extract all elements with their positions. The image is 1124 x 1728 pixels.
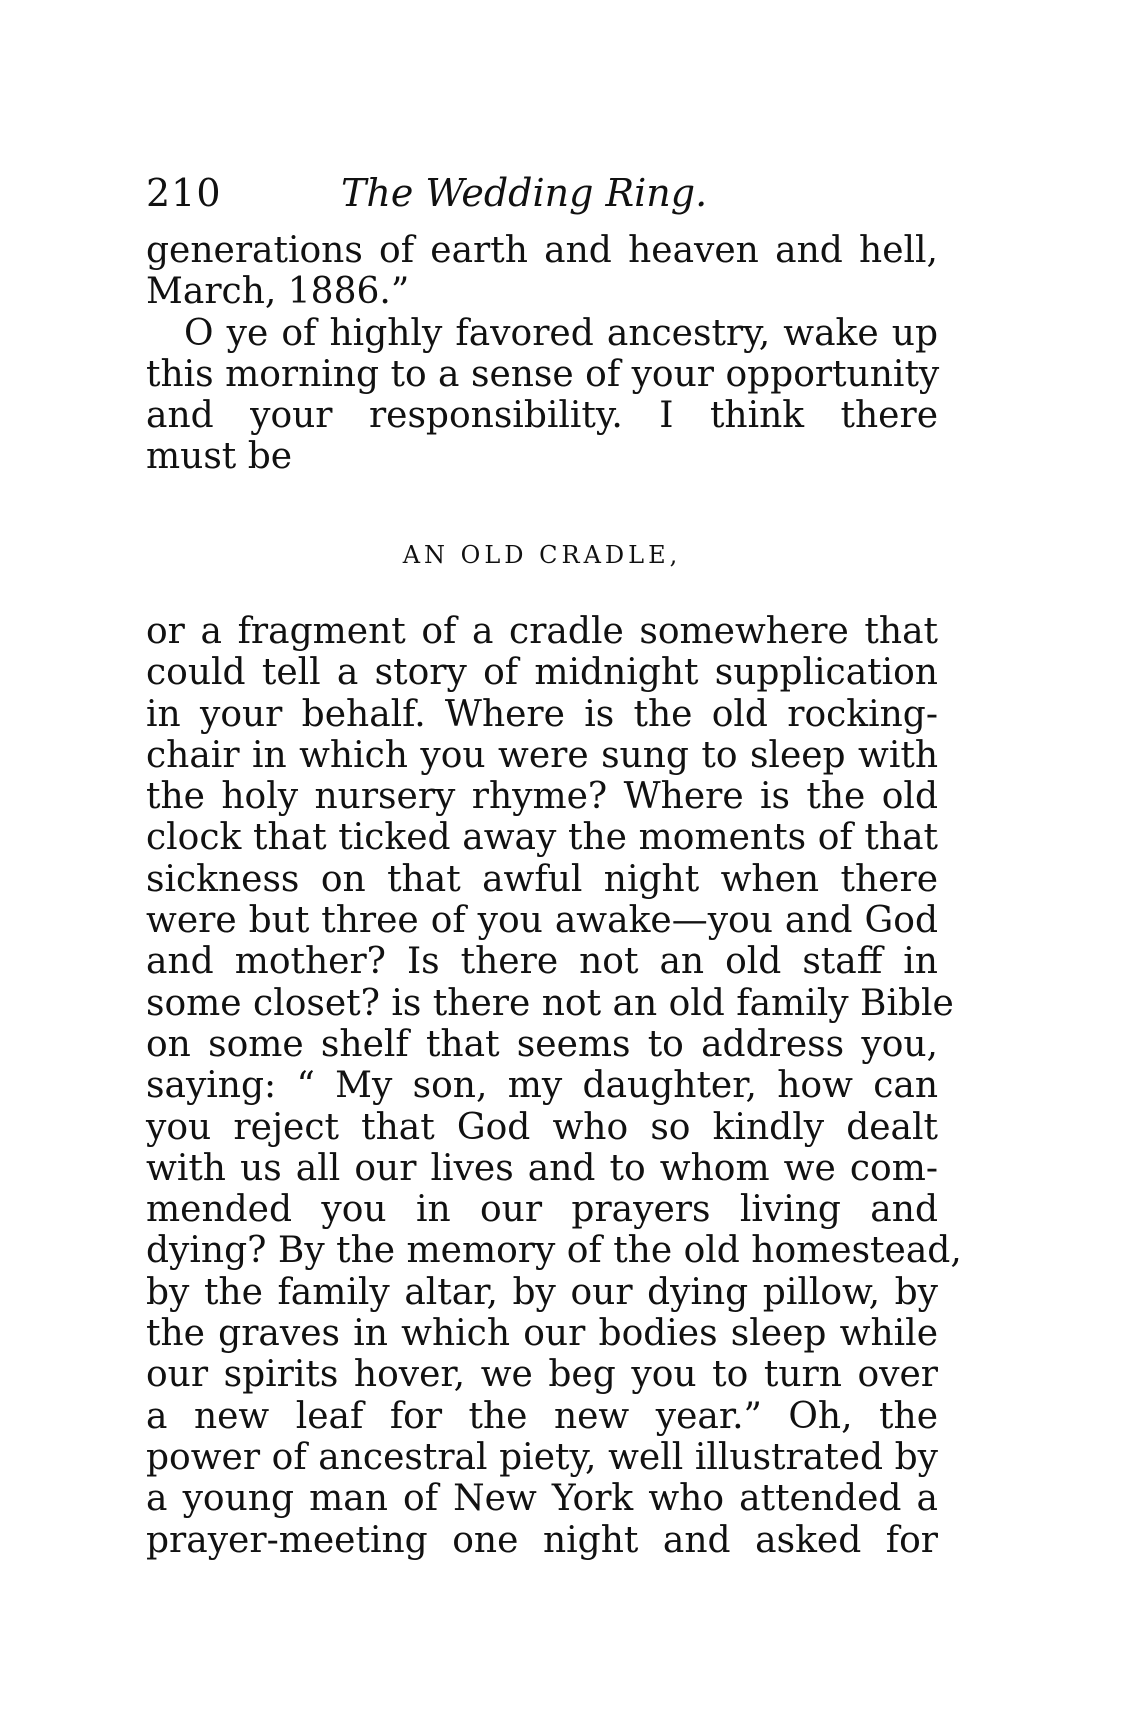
- text-line: a young man of New York who attended a: [146, 1478, 938, 1520]
- opening-paragraphs: [146, 230, 938, 478]
- text-line: mended you in our prayers living and: [146, 1189, 938, 1231]
- text-line: saying: “ My son, my daughter, how can: [146, 1065, 938, 1107]
- text-line: March, 1886.”: [146, 271, 410, 313]
- text-line: with us all our lives and to whom we com-: [146, 1147, 938, 1189]
- text-line: you reject that God who so kindly dealt: [146, 1106, 938, 1148]
- text-line: clock that ticked away the moments of that: [146, 817, 938, 859]
- text-line: in your behalf. Where is the old rocking-: [146, 693, 938, 735]
- text-line: or a fragment of a cradle somewhere that: [146, 611, 938, 652]
- text-line: chair in which you were sung to sleep with: [146, 734, 938, 776]
- running-title: The Wedding Ring.: [341, 171, 708, 215]
- continuation-paragraph: [146, 611, 962, 1561]
- text-line: on some shelf that seems to address you,: [146, 1023, 938, 1065]
- text-line: prayer-meeting one night and asked for: [146, 1519, 938, 1561]
- running-head: [146, 168, 966, 218]
- text-line: could tell a story of midnight supplication: [146, 652, 938, 694]
- text-line: O ye of highly favored ancestry, wake up: [184, 312, 938, 354]
- text-line: the graves in which our bodies sleep while: [146, 1313, 938, 1355]
- text-line: some closet? is there not an old family Bible: [146, 982, 954, 1024]
- text-line: a new leaf for the new year.” Oh, the: [146, 1395, 938, 1437]
- text-line: and your responsibility. I think there: [146, 395, 938, 437]
- text-line: the holy nursery rhyme? Where is the old: [146, 776, 938, 818]
- text-line: this morning to a sense of your opportunity: [146, 353, 940, 395]
- text-line: by the family altar, by our dying pillow, by: [146, 1271, 938, 1313]
- text-line: were but three of you awake—you and God: [146, 900, 938, 942]
- page-number: 210: [146, 171, 222, 215]
- text-line: and mother? Is there not an old staff in: [146, 941, 938, 983]
- text-line: must be: [146, 436, 293, 478]
- text-line: dying? By the memory of the old homestead,: [146, 1230, 962, 1272]
- text-line: generations of earth and heaven and hell,: [146, 230, 938, 271]
- text-line: power of ancestral piety, well illustrated by: [146, 1436, 938, 1478]
- section-heading: AN OLD CRADLE,: [402, 541, 682, 569]
- text-line: our spirits hover, we beg you to turn over: [146, 1354, 938, 1396]
- text-line: sickness on that awful night when there: [146, 858, 938, 900]
